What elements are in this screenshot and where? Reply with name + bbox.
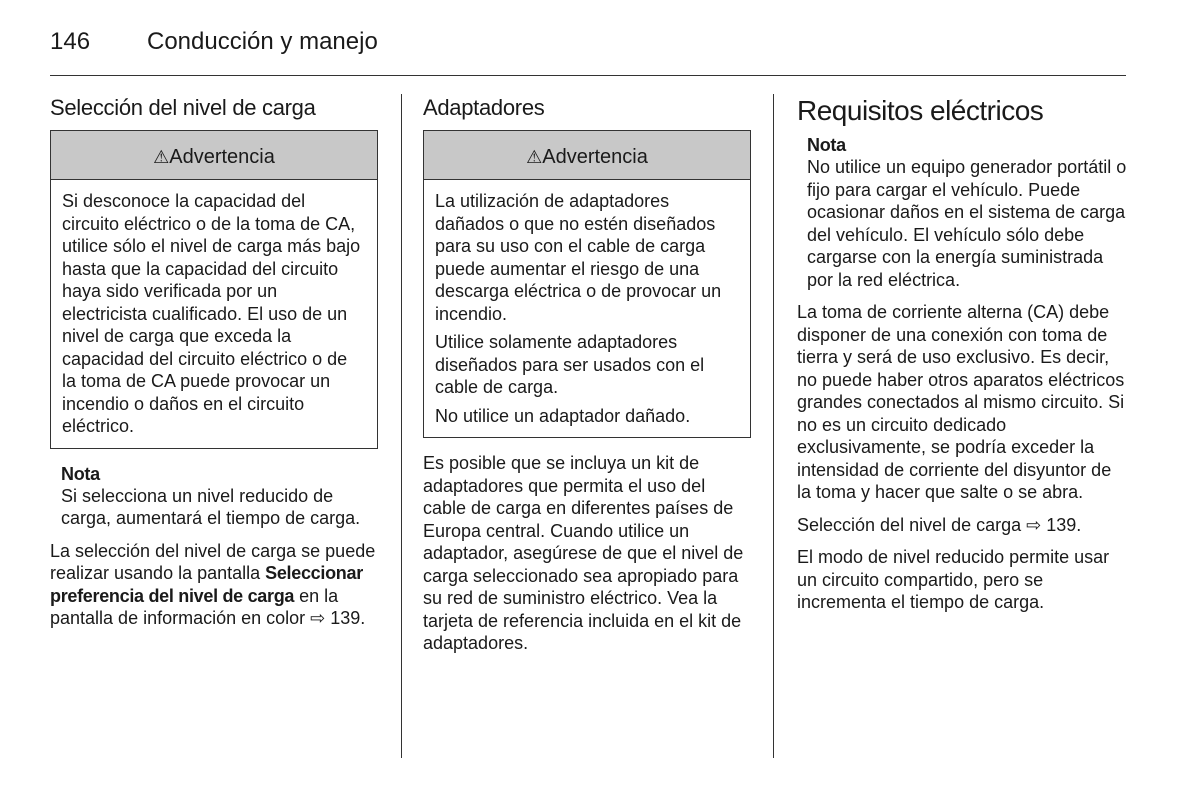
page-header bbox=[50, 24, 1126, 76]
warning-triangle-icon: ⚠ bbox=[153, 147, 170, 167]
paragraph-text: Selección del nivel de carga bbox=[797, 514, 1027, 535]
note-block bbox=[797, 134, 1127, 291]
warning-body bbox=[51, 180, 377, 448]
column-charge-level bbox=[50, 94, 378, 640]
note-text: No utilice un equipo generador portátil o fijo para cargar el vehículo. Puede ocasionar daños en el sistema de carga del vehículo. El vehículo sólo debe cargarse con la energía suministrada por la red eléctrica. bbox=[807, 157, 1127, 290]
warning-body bbox=[424, 180, 750, 437]
warning-title: Advertencia bbox=[169, 146, 275, 168]
paragraph-text: La selección del nivel de carga se puede realizar usando la pantalla bbox=[50, 540, 376, 583]
heading-charge-level: Selección del nivel de carga bbox=[50, 95, 316, 120]
note-title: Nota bbox=[807, 135, 846, 155]
warning-box bbox=[423, 130, 751, 438]
note-title: Nota bbox=[61, 463, 100, 484]
heading-adapters: Adaptadores bbox=[423, 95, 545, 120]
column-divider bbox=[773, 94, 774, 758]
reference-arrow-icon: ⇨ bbox=[310, 608, 326, 628]
section-title: Conducción y manejo bbox=[147, 28, 378, 55]
reference-arrow-icon: ⇨ bbox=[1026, 514, 1042, 535]
paragraph bbox=[50, 540, 378, 630]
column-electrical-requirements bbox=[797, 94, 1127, 624]
heading-electrical-requirements: Requisitos eléctricos bbox=[797, 95, 1044, 126]
warning-header bbox=[51, 131, 377, 180]
paragraph bbox=[797, 514, 1127, 537]
note-block bbox=[50, 463, 378, 530]
page-reference[interactable]: 139. bbox=[330, 608, 366, 628]
warning-text: La utilización de adaptadores dañados o que no estén diseñados para su uso con el cable de carga puede aumentar el riesgo de una descarga eléctrica o de provocar un incendio. bbox=[435, 191, 722, 324]
paragraph: La toma de corriente alterna (CA) debe disponer de una conexión con toma de tierra y será de uso exclusivo. Es decir, no puede haber otros aparatos eléctricos grandes conectados al mismo circuito. Si no es un circuito dedicado exclusivamente, se podría exceder la intensidad de corriente del disyuntor de la toma y hacer que salte o se abra. bbox=[797, 302, 1125, 502]
column-adapters bbox=[423, 94, 751, 665]
warning-text: No utilice un adaptador dañado. bbox=[435, 405, 691, 426]
warning-text: Utilice solamente adaptadores diseñados para ser usados con el cable de carga. bbox=[435, 332, 705, 397]
paragraph: El modo de nivel reducido permite usar un circuito compartido, pero se incrementa el tiempo de carga. bbox=[797, 547, 1110, 612]
paragraph: Es posible que se incluya un kit de adaptadores que permita el uso del cable de carga en diferentes países de Europa central. Cuando utilice un adaptador, asegúrese de que el nivel de carga seleccionado sea apropiado para su red de suministro eléctrico. Vea la tarjeta de referencia incluida en el kit de adaptadores. bbox=[423, 453, 744, 653]
page-reference[interactable]: 139. bbox=[1046, 514, 1082, 535]
warning-box bbox=[50, 130, 378, 449]
note-text: Si selecciona un nivel reducido de carga, aumentará el tiempo de carga. bbox=[61, 485, 361, 528]
header-divider bbox=[50, 75, 1126, 76]
warning-title: Advertencia bbox=[542, 146, 648, 168]
page-number: 146 bbox=[50, 28, 91, 55]
screen-name-link: Seleccionar preferencia del nivel de carga bbox=[50, 563, 363, 606]
warning-triangle-icon: ⚠ bbox=[526, 147, 543, 167]
column-divider bbox=[401, 94, 402, 758]
warning-text: Si desconoce la capacidad del circuito eléctrico o de la toma de CA, utilice sólo el nivel de carga más bajo hasta que la capacidad del circuito haya sido verificada por un electricista cualificado. El uso de un nivel de carga que exceda la capacidad del circuito eléctrico o de la toma de CA puede provocar un incendio o daños en el circuito eléctrico. bbox=[62, 191, 361, 436]
warning-header bbox=[424, 131, 750, 180]
paragraph-text: en la pantalla de información en color bbox=[50, 585, 339, 628]
